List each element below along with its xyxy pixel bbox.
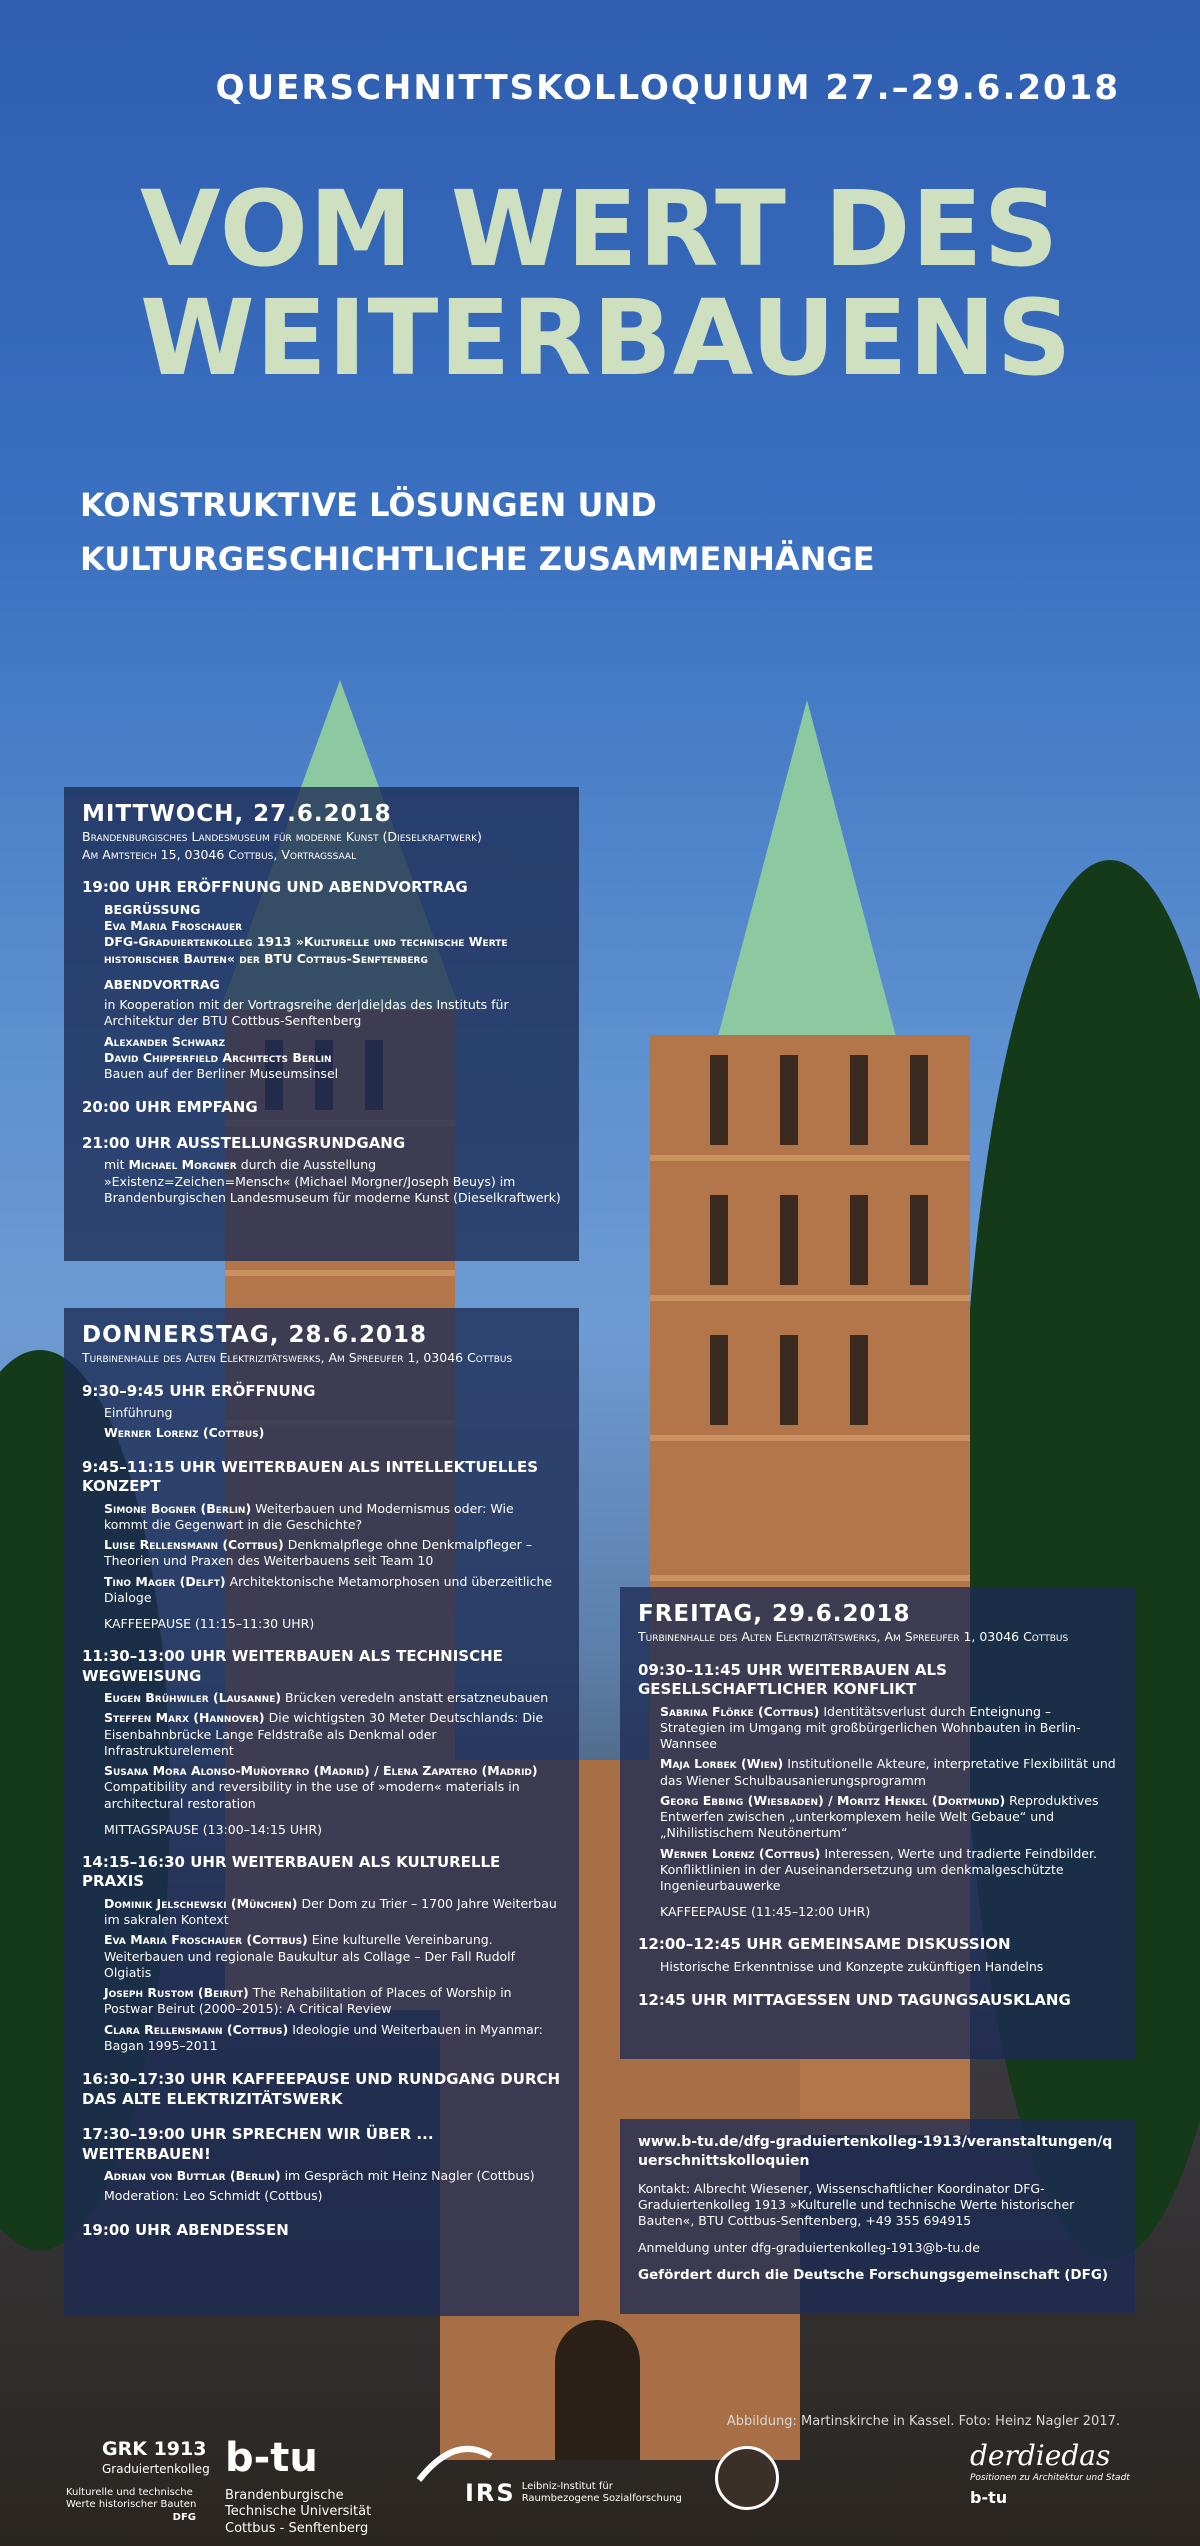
- btu-logo: b-tu Brandenburgische Technische Universität Cottbus - Senftenberg: [225, 2435, 372, 2536]
- contact-text: Kontakt: Albrecht Wiesener, Wissenschaftlicher Koordinator DFG-Graduiertenkolleg 1913 »Kulturelle und technische Werte historischer Bauten«, BTU Cottbus-Senftenberg, +49 355 694915: [638, 2180, 1075, 2229]
- event-eyebrow: QUERSCHNITTSKOLLOQUIUM 27.–29.6.2018: [215, 68, 1120, 108]
- subtitle-line-1: KONSTRUKTIVE LÖSUNGEN UND: [80, 486, 657, 524]
- item-text: Weiterbauen und Modernismus oder: Wie kommt die Gegenwart in die Geschichte?: [104, 1500, 514, 1532]
- program-slot: [82, 2070, 561, 2109]
- irs-logo: IRS Leibniz-Institut für Raumbezogene Sozialforschung: [415, 2440, 495, 2490]
- wednesday-slot-1: 19:00 UHR ERÖFFNUNG UND ABENDVORTRAG: [82, 878, 468, 897]
- wednesday-slot-3: 21:00 UHR AUSSTELLUNGSRUNDGANG: [82, 1133, 406, 1152]
- item-text: Reproduktives Entwerfen zwischen „unterkomplexem heile Welt Gebaue“ und „Nihilistischem Neutönertum“: [660, 1792, 1099, 1841]
- program-item: [104, 1985, 561, 2018]
- slot-time: 9:30–9:45 UHR ERÖFFNUNG: [82, 1381, 316, 1400]
- program-slot: [82, 1647, 561, 1837]
- page-subtitle: [80, 478, 875, 587]
- item-text: Ideologie und Weiterbauen in Myanmar: Bagan 1995–2011: [104, 2021, 543, 2053]
- item-text: Eine kulturelle Vereinbarung. Weiterbauen und regionale Baukultur als Collage – Der Fall Rudolf Olgiatis: [104, 1932, 516, 1980]
- photo-caption: Abbildung: Martinskirche in Kassel. Foto: Heinz Nagler 2017.: [726, 2414, 1120, 2429]
- program-item: [104, 1763, 561, 1812]
- pause-label: KAFFEEPAUSE (11:45–12:00 UHR): [660, 1904, 871, 1920]
- speaker-name: Clara Rellensmann (Cottbus): [104, 2021, 289, 2037]
- speaker-name: Eugen Brühwiler (Lausanne): [104, 1690, 282, 1706]
- friday-venue: Turbinenhalle des Alten Elektrizitätswerks, Am Spreeufer 1, 03046 Cottbus: [638, 1629, 1069, 1644]
- begruessung-label: BEGRÜSSUNG: [104, 901, 201, 917]
- program-slot: [82, 2125, 561, 2205]
- program-item: [104, 2188, 561, 2204]
- program-slot: [82, 1458, 561, 1632]
- slot-time: 14:15–16:30 UHR WEITERBAUEN ALS KULTURELLE PRAXIS: [82, 1852, 501, 1891]
- abendvortrag-text: in Kooperation mit der Vortragsreihe der|die|das des Instituts für Architektur der BTU Cottbus-Senftenberg: [104, 997, 509, 1029]
- wednesday-venue-1: Brandenburgisches Landesmuseum für moderne Kunst (Dieselkraftwerk): [82, 829, 482, 844]
- page-title: [140, 168, 1073, 400]
- program-item: [104, 1896, 561, 1929]
- speaker-affiliation: David Chipperfield Architects Berlin: [104, 1049, 332, 1065]
- friday-heading: FREITAG, 29.6.2018: [638, 1601, 911, 1627]
- speaker-name: Georg Ebbing (Wiesbaden) / Moritz Henkel (Dortmund): [660, 1792, 1006, 1808]
- program-item: [104, 1501, 561, 1534]
- speaker-name: Steffen Marx (Hannover): [104, 1710, 265, 1726]
- speaker-name: Eva Maria Froschauer (Cottbus): [104, 1932, 308, 1948]
- speaker-name: Susana Mora Alonso-Muñoyerro (Madrid) / Elena Zapatero (Madrid): [104, 1763, 538, 1779]
- pause-label: MITTAGSPAUSE (13:00–14:15 UHR): [104, 1821, 323, 1837]
- item-text: im Gespräch mit Heinz Nagler (Cottbus): [284, 2168, 535, 2184]
- right-spire: [717, 700, 897, 1040]
- talk-title: Bauen auf der Berliner Museumsinsel: [104, 1066, 339, 1081]
- item-text: Historische Erkenntnisse und Konzepte zukünftigen Handelns: [660, 1958, 1044, 1974]
- speaker-name: Alexander Schwarz: [104, 1033, 225, 1049]
- item-text: Die wichtigsten 30 Meter Deutschlands: Die Eisenbahnbrücke Lange Feldstraße als Denkmal oder Infrastrukturelement: [104, 1710, 544, 1758]
- program-item: [660, 1793, 1117, 1842]
- program-item: [104, 1710, 561, 1759]
- wednesday-venue-2: Am Amtsteich 15, 03046 Cottbus, Vortragssaal: [82, 846, 357, 862]
- speaker-name: Adrian von Buttlar (Berlin): [104, 2168, 281, 2184]
- program-item: [104, 2168, 561, 2184]
- program-item: [660, 1846, 1117, 1895]
- slot-time: 12:45 UHR MITTAGESSEN UND TAGUNGSAUSKLANG: [638, 1991, 1071, 2010]
- program-slot: [82, 1382, 561, 1442]
- program-slot: [638, 1991, 1117, 2011]
- program-slot: [638, 1661, 1117, 1920]
- program-slot: [82, 1853, 561, 2054]
- speaker-name: Maja Lorbek (Wien): [660, 1756, 784, 1772]
- slot-time: 09:30–11:45 UHR WEITERBAUEN ALS GESELLSCHAFTLICHER KONFLIKT: [638, 1660, 947, 1699]
- friday-panel: [620, 1587, 1135, 2059]
- title-line-1: VOM WERT DES: [140, 168, 1060, 290]
- item-text: Einführung: [104, 1405, 173, 1421]
- program-item: [104, 1932, 561, 1981]
- speaker-name: Werner Lorenz (Cottbus): [660, 1845, 821, 1861]
- tour-text: mit Michael Morgner durch die Ausstellung »Existenz=Zeichen=Mensch« (Michael Morgner/Joseph Beuys) im Brandenburgischen Landesmuseum für moderne Kunst (Dieselkraftwerk): [104, 1157, 561, 1205]
- abendvortrag-label: ABENDVORTRAG: [104, 976, 220, 992]
- program-slot: [82, 2221, 561, 2241]
- slot-time: 17:30–19:00 UHR SPRECHEN WIR ÜBER ... WEITERBAUEN!: [82, 2125, 434, 2163]
- item-text: Compatibility and reversibility in the use of »modern« materials in architectural restoration: [104, 1779, 520, 1811]
- item-text: Der Dom zu Trier – 1700 Jahre Weiterbau im sakralen Kontext: [104, 1895, 557, 1928]
- item-text: Denkmalpflege ohne Denkmalpfleger – Theorien und Praxen des Weiterbauens seit Team 10: [104, 1537, 533, 1569]
- program-slot: [638, 1935, 1117, 1975]
- seal-logo: [715, 2446, 779, 2510]
- grk-logo: GRK 1913 Graduiertenkolleg Kulturelle und technische Werte historischer Bauten DFG: [66, 2438, 210, 2523]
- program-item: [104, 2022, 561, 2055]
- info-panel: [620, 2119, 1135, 2314]
- program-item: [660, 1704, 1117, 1753]
- subtitle-line-2: KULTURGESCHICHTLICHE ZUSAMMENHÄNGE: [80, 540, 875, 579]
- program-item: [104, 1537, 561, 1570]
- guide-name: Michael Morgner: [128, 1157, 237, 1173]
- thursday-heading: DONNERSTAG, 28.6.2018: [82, 1322, 427, 1348]
- item-text: Institutionelle Akteure, interpretative Flexibilität und das Wiener Schulbausanierungsprogramm: [660, 1756, 1116, 1788]
- registration-text: Anmeldung unter dfg-graduiertenkolleg-1913@b-tu.de: [638, 2239, 980, 2255]
- item-text: Architektonische Metamorphosen und überzeitliche Dialoge: [104, 1573, 553, 1605]
- slot-time: 9:45–11:15 UHR WEITERBAUEN ALS INTELLEKTUELLES KONZEPT: [82, 1457, 539, 1496]
- wednesday-slot-2: 20:00 UHR EMPFANG: [82, 1098, 258, 1117]
- derdiedas-logo: derdiedas Positionen zu Architektur und Stadt b-tu: [970, 2439, 1130, 2508]
- item-text: Interessen, Werte und tradierte Feindbilder. Konfliktlinien in der Auseinandersetzung um denkmalgeschützte Ingenieurbauwerke: [660, 1845, 1097, 1894]
- thursday-venue: Turbinenhalle des Alten Elektrizitätswerks, Am Spreeufer 1, 03046 Cottbus: [82, 1350, 513, 1365]
- funding-text: Gefördert durch die Deutsche Forschungsgemeinschaft (DFG): [638, 2266, 1109, 2283]
- pause-label: KAFFEEPAUSE (11:15–11:30 UHR): [104, 1616, 315, 1632]
- church-portal: [555, 2320, 640, 2460]
- item-text: Identitätsverlust durch Enteignung – Strategien im Umgang mit großbürgerlichen Wohnbauten in Berlin-Wannsee: [660, 1703, 1081, 1752]
- speaker-affiliation: DFG-Graduiertenkolleg 1913 »Kulturelle und technische Werte historischer Bauten« der BTU Cottbus-Senftenberg: [104, 934, 508, 966]
- program-item: [104, 1690, 561, 1706]
- slot-time: 19:00 UHR ABENDESSEN: [82, 2220, 289, 2239]
- speaker-name: Tino Mager (Delft): [104, 1573, 226, 1589]
- slot-time: 16:30–17:30 UHR KAFFEEPAUSE UND RUNDGANG DURCH DAS ALTE ELEKTRIZITÄTSWERK: [82, 2070, 561, 2108]
- event-url-link[interactable]: www.b-tu.de/dfg-graduiertenkolleg-1913/veranstaltungen/querschnittskolloquien: [638, 2134, 1113, 2169]
- speaker-name: Werner Lorenz (Cottbus): [104, 1425, 265, 1441]
- title-line-2: WEITERBAUENS: [140, 277, 1073, 400]
- slot-time: 11:30–13:00 UHR WEITERBAUEN ALS TECHNISCHE WEGWEISUNG: [82, 1647, 503, 1685]
- speaker-name: Eva Maria Froschauer: [104, 918, 243, 933]
- program-item: [104, 1574, 561, 1607]
- item-text: Brücken veredeln anstatt ersatzneubauen: [285, 1690, 549, 1706]
- item-text: The Rehabilitation of Places of Worship in Postwar Beirut (2000–2015): A Critical Review: [104, 1985, 512, 2017]
- university-seal-icon: [715, 2446, 779, 2510]
- speaker-name: Sabrina Flörke (Cottbus): [660, 1703, 820, 1719]
- speaker-name: Joseph Rustom (Beirut): [104, 1985, 249, 2001]
- speaker-name: Simone Bogner (Berlin): [104, 1500, 252, 1516]
- program-item: [660, 1959, 1117, 1975]
- program-item: [104, 1425, 561, 1441]
- item-text: Moderation: Leo Schmidt (Cottbus): [104, 2188, 323, 2204]
- slot-time: 12:00–12:45 UHR GEMEINSAME DISKUSSION: [638, 1935, 1011, 1954]
- thursday-panel: [64, 1308, 579, 2316]
- program-item: [104, 1405, 561, 1421]
- wednesday-heading: MITTWOCH, 27.6.2018: [82, 801, 392, 827]
- speaker-name: Luise Rellensmann (Cottbus): [104, 1537, 284, 1553]
- speaker-name: Dominik Jelschewski (München): [104, 1895, 298, 1911]
- program-item: [660, 1756, 1117, 1789]
- wednesday-panel: [64, 787, 579, 1261]
